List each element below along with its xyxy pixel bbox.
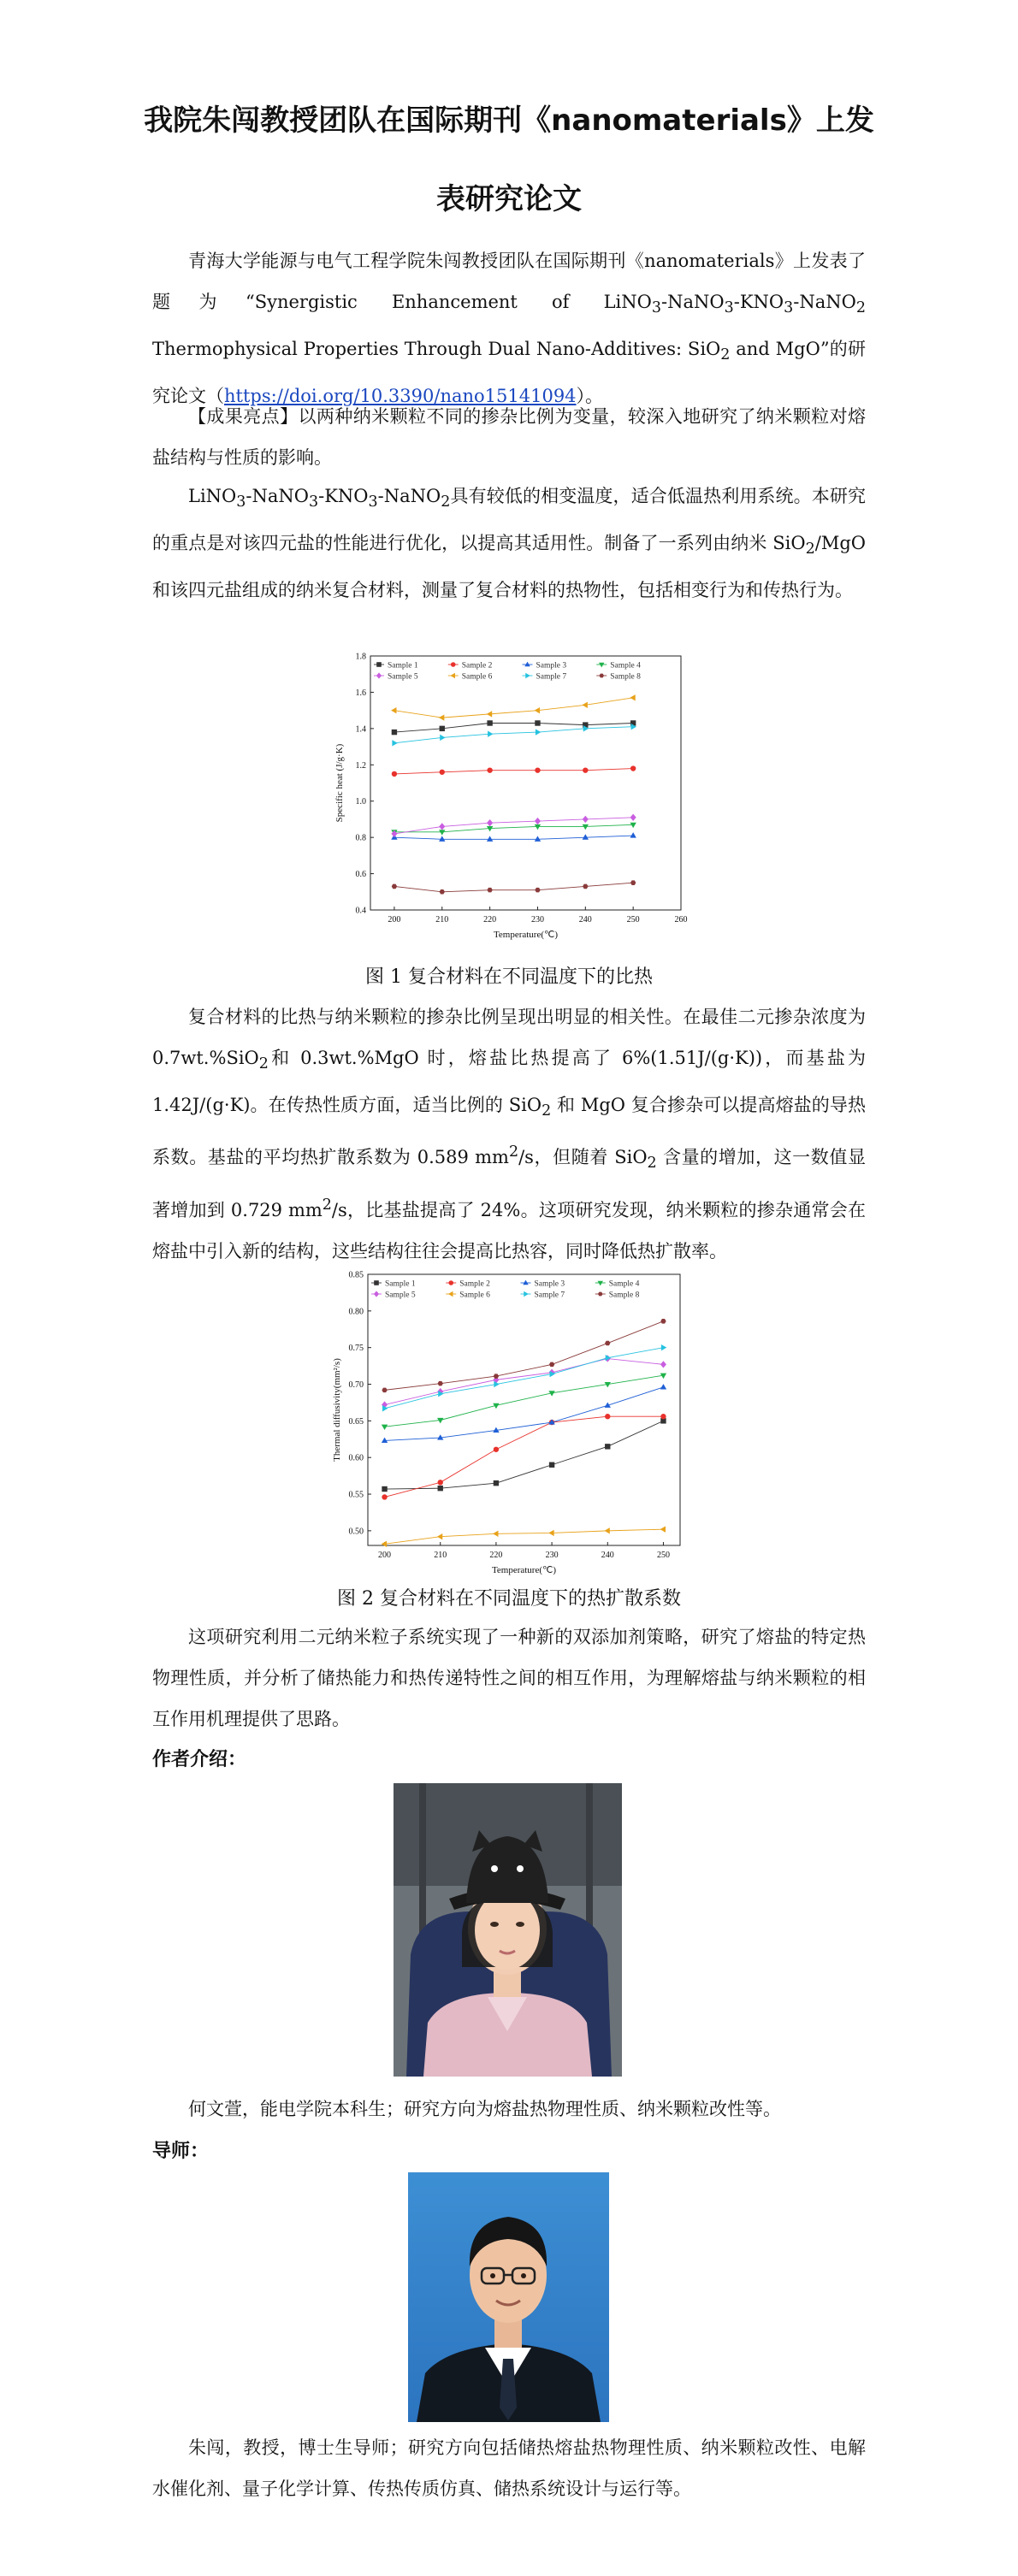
legend-marker (598, 1281, 603, 1286)
x-tick-label: 240 (601, 1551, 614, 1560)
y-tick-label: 0.4 (355, 906, 366, 916)
x-tick-label: 200 (388, 915, 401, 925)
data-point (391, 707, 396, 713)
data-point (439, 836, 445, 841)
series-6 (391, 694, 636, 721)
legend-marker (524, 662, 530, 667)
data-point (392, 771, 397, 777)
legend-label: Sample 2 (459, 1279, 490, 1289)
data-point (630, 823, 636, 828)
legend-label: Sample 1 (388, 661, 418, 671)
conclusion-paragraph: 这项研究利用二元纳米粒子系统实现了一种新的双添加剂策略，研究了熔盐的特定热物理性质，并分析了储热能力和热传递特性之间的相互作用，为理解熔盐与纳米颗粒的相互作用机理提供了思路。 (152, 1627, 866, 1729)
series-8 (392, 880, 636, 894)
figure-2-caption: 图 2 复合材料在不同温度下的热扩散系数 (337, 1588, 681, 1610)
series-2 (392, 765, 636, 777)
data-point (583, 834, 589, 839)
x-tick-label: 210 (434, 1551, 447, 1560)
x-tick-label: 230 (545, 1551, 559, 1560)
legend-item (371, 1291, 416, 1299)
data-point (439, 830, 445, 835)
legend-marker (524, 1291, 529, 1297)
y-tick-label: 0.60 (348, 1453, 364, 1463)
y-tick-label: 0.6 (355, 870, 366, 880)
data-point (605, 1341, 610, 1346)
legend-label: Sample 7 (536, 672, 567, 682)
y-tick-label: 0.8 (355, 833, 366, 843)
legend-item (595, 1280, 640, 1289)
data-point (535, 707, 540, 713)
data-point (660, 1384, 666, 1389)
data-point (549, 1462, 554, 1468)
data-point (439, 823, 445, 830)
x-tick-label: 250 (626, 915, 640, 925)
y-tick-label: 0.85 (348, 1270, 364, 1280)
highlight-label: 【成果亮点】 (188, 406, 299, 427)
doi-link[interactable]: https://doi.org/10.3390/nano15141094 (224, 386, 577, 407)
legend-label: Sample 1 (385, 1279, 416, 1289)
data-point (493, 1531, 498, 1537)
author-photo (394, 1783, 622, 2077)
data-point (535, 720, 540, 725)
x-tick-label: 220 (483, 915, 497, 925)
y-tick-label: 1.0 (355, 797, 366, 807)
legend-marker (523, 1280, 528, 1285)
plot-frame (368, 1274, 680, 1545)
x-axis-label: Temperature(℃) (493, 930, 559, 940)
legend-item (596, 662, 641, 671)
series-7 (382, 1344, 666, 1411)
series-line (394, 769, 633, 774)
data-point (487, 836, 493, 841)
data-point (660, 1414, 666, 1419)
data-point (494, 1480, 499, 1486)
series-line (385, 1421, 664, 1489)
data-point (382, 1388, 387, 1393)
advisor-description: 朱闯，教授，博士生导师；研究方向包括储热熔盐热物理性质、纳米颗粒改性、电解水催化剂、量子化学计算、传热传质仿真、储热系统设计与运行等。 (152, 2437, 866, 2499)
data-point (535, 767, 540, 772)
legend-item (523, 673, 567, 682)
y-axis-label: Specific heat (J/g·K) (334, 743, 345, 823)
legend-label: Sample 5 (388, 672, 418, 682)
series-line (385, 1529, 664, 1544)
legend-label: Sample 8 (610, 672, 641, 682)
x-tick-label: 250 (656, 1551, 670, 1560)
x-tick-label: 260 (674, 915, 688, 925)
legend-item (523, 662, 567, 671)
data-point (487, 767, 492, 772)
author-description: 何文萱，能电学院本科生；研究方向为熔盐热物理性质、纳米颗粒改性等。 (188, 2099, 781, 2119)
data-point (488, 731, 493, 737)
data-point (494, 1374, 499, 1379)
article-title (128, 81, 890, 239)
series-line (394, 698, 633, 718)
data-point (535, 836, 541, 841)
legend-item (448, 662, 493, 671)
series-line (385, 1416, 664, 1497)
series-line (394, 723, 633, 732)
data-point (440, 889, 445, 895)
series-3 (382, 1384, 666, 1443)
data-point (438, 1486, 443, 1491)
data-point (660, 1361, 666, 1368)
legend-item (521, 1280, 565, 1289)
legend-marker (451, 662, 456, 667)
legend-marker (448, 1291, 453, 1297)
data-point (604, 1527, 609, 1533)
series-4 (382, 1374, 666, 1430)
data-point (438, 1381, 443, 1386)
y-tick-label: 0.80 (348, 1307, 364, 1317)
data-point (487, 819, 493, 826)
y-tick-label: 0.65 (348, 1416, 364, 1427)
title-line-1: 我院朱闯教授团队在国际期刊《nanomaterials》上发 (144, 103, 874, 138)
legend-item (595, 1291, 640, 1300)
data-point (605, 1414, 610, 1419)
data-point (630, 832, 636, 837)
legend-item (448, 673, 493, 682)
title-line-2: 表研究论文 (436, 182, 582, 216)
data-point (583, 816, 589, 823)
series-line (394, 818, 633, 834)
y-tick-label: 0.70 (348, 1380, 364, 1391)
data-point (630, 694, 635, 700)
legend-label: Sample 6 (459, 1291, 490, 1300)
legend-item (446, 1291, 490, 1300)
results-paragraph: 复合材料的比热与纳米颗粒的掺杂比例呈现出明显的相关性。在最佳二元掺杂浓度为 0.7wt.%SiO$_2$和 0.3wt.%MgO 时，熔盐比热提高了 6%(1.51J/(g·K))，而基盐为 1.42J/(g·K)。在传热性质方面，适当比例的 SiO$_2$ 和 MgO 复合掺杂可以提高熔盐的导热系数。基盐的平均热扩散系数为 0.589 $mm^2/s$，但随着 SiO$_2$ 含量的增加，这一数值显著增加到 0.729 $mm^2/s$，比基盐提高了 24%。这项研究发现，纳米颗粒的掺杂通常会在熔盐中引入新的结构，这些结构往往会提高比热容，同时降低热扩散率。 (152, 1007, 867, 1261)
series-line (394, 883, 633, 892)
y-axis-label: Thermal diffusivity(mm²/s) (332, 1358, 342, 1462)
legend-item (521, 1291, 565, 1300)
data-point (630, 880, 636, 885)
data-point (382, 1541, 387, 1547)
plot-frame (370, 656, 681, 910)
data-point (605, 1444, 610, 1449)
data-point (583, 884, 588, 889)
advisor-photo (408, 2172, 609, 2422)
legend-marker (374, 1280, 379, 1285)
series-3 (391, 832, 636, 842)
x-tick-label: 210 (435, 915, 449, 925)
series-1 (382, 1418, 666, 1492)
data-point (548, 1530, 553, 1536)
data-point (535, 888, 540, 893)
legend-marker (448, 1280, 453, 1285)
data-point (382, 1425, 388, 1430)
y-tick-label: 1.2 (355, 760, 366, 771)
series-line (394, 836, 633, 839)
series-7 (392, 724, 636, 746)
series-6 (382, 1526, 666, 1546)
y-tick-label: 1.6 (355, 688, 366, 698)
data-point (535, 818, 541, 824)
legend-marker (599, 674, 604, 678)
legend-item (446, 1280, 490, 1289)
legend-label: Sample 6 (461, 672, 493, 682)
legend-marker (598, 1292, 603, 1297)
legend-marker (376, 662, 382, 667)
data-point (392, 730, 397, 735)
thermal-diffusivity-chart (321, 1264, 697, 1576)
x-tick-label: 230 (530, 915, 544, 925)
data-point (487, 720, 492, 725)
data-point (630, 765, 636, 771)
data-point (392, 740, 397, 746)
legend-item (371, 1280, 416, 1289)
data-point (582, 702, 587, 708)
y-tick-label: 0.55 (348, 1490, 364, 1500)
specific-heat-chart (329, 646, 693, 941)
y-tick-label: 0.50 (348, 1527, 364, 1537)
data-point (661, 1344, 666, 1350)
legend-marker (599, 663, 604, 668)
x-tick-label: 200 (378, 1551, 392, 1560)
data-point (440, 735, 445, 741)
figure-1-caption: 图 1 复合材料在不同温度下的比热 (365, 966, 653, 988)
data-point (437, 1533, 442, 1539)
author-heading: 作者介绍： (152, 1749, 247, 1770)
data-point (494, 1447, 499, 1452)
intro-paragraph: 青海大学能源与电气工程学院朱闯教授团队在国际期刊《nanomaterials》上发表了题为“Synergistic Enhancement of $LiNO_3-NaNO_3-KNO_3-NaNO_2$ Thermophysical Properties Through Dual Nano-Additives: SiO$_2$ and MgO”的研究论文（https://doi.org/10.3390/nano15141094）。 (152, 251, 866, 407)
data-point (382, 1486, 387, 1492)
data-point (487, 711, 492, 717)
x-tick-label: 220 (489, 1551, 503, 1560)
legend-label: Sample 3 (534, 1279, 565, 1289)
legend-item (596, 673, 641, 682)
data-point (583, 767, 588, 772)
y-tick-label: 1.8 (355, 652, 366, 662)
data-point (549, 1362, 554, 1368)
legend-label: Sample 7 (534, 1291, 565, 1300)
x-tick-label: 240 (578, 915, 592, 925)
data-point (439, 714, 444, 720)
legend-item (374, 662, 418, 671)
data-point (440, 726, 445, 731)
data-point (660, 1526, 666, 1532)
highlight-paragraph: 【成果亮点】以两种纳米颗粒不同的掺杂比例为变量，较深入地研究了纳米颗粒对熔盐结构与性质的影响。 (152, 406, 866, 468)
advisor-heading: 导师： (152, 2141, 210, 2162)
legend-label: Sample 5 (385, 1291, 416, 1300)
legend-label: Sample 2 (461, 661, 493, 671)
data-point (487, 888, 492, 893)
research-focus-paragraph: $LiNO_3-NaNO_3-KNO_3-NaNO_2$具有较低的相变温度，适合低温热利用系统。本研究的重点是对该四元盐的性能进行优化，以提高其适用性。制备了一系列由纳米 SiO$_2$/MgO 和该四元盐组成的纳米复合材料，测量了复合材料的热物性，包括相变行为和传热行为。 (152, 486, 866, 601)
legend-item (374, 672, 418, 681)
x-axis-label: Temperature(℃) (491, 1565, 557, 1575)
y-tick-label: 0.75 (348, 1344, 364, 1354)
y-tick-label: 1.4 (355, 724, 366, 735)
legend-label: Sample 4 (610, 661, 641, 671)
legend-label: Sample 8 (608, 1291, 640, 1300)
data-point (392, 884, 397, 889)
data-point (536, 729, 541, 735)
legend-marker (525, 673, 530, 678)
data-point (440, 770, 445, 775)
data-point (382, 1494, 387, 1499)
data-point (438, 1480, 443, 1485)
data-point (535, 824, 541, 830)
legend-label: Sample 4 (608, 1279, 640, 1289)
data-point (660, 1319, 666, 1324)
data-point (630, 814, 636, 821)
data-point (382, 1438, 388, 1443)
data-point (583, 824, 589, 830)
legend-label: Sample 3 (536, 661, 567, 671)
legend-marker (376, 672, 382, 678)
legend-marker (374, 1291, 379, 1297)
legend-marker (450, 673, 455, 678)
